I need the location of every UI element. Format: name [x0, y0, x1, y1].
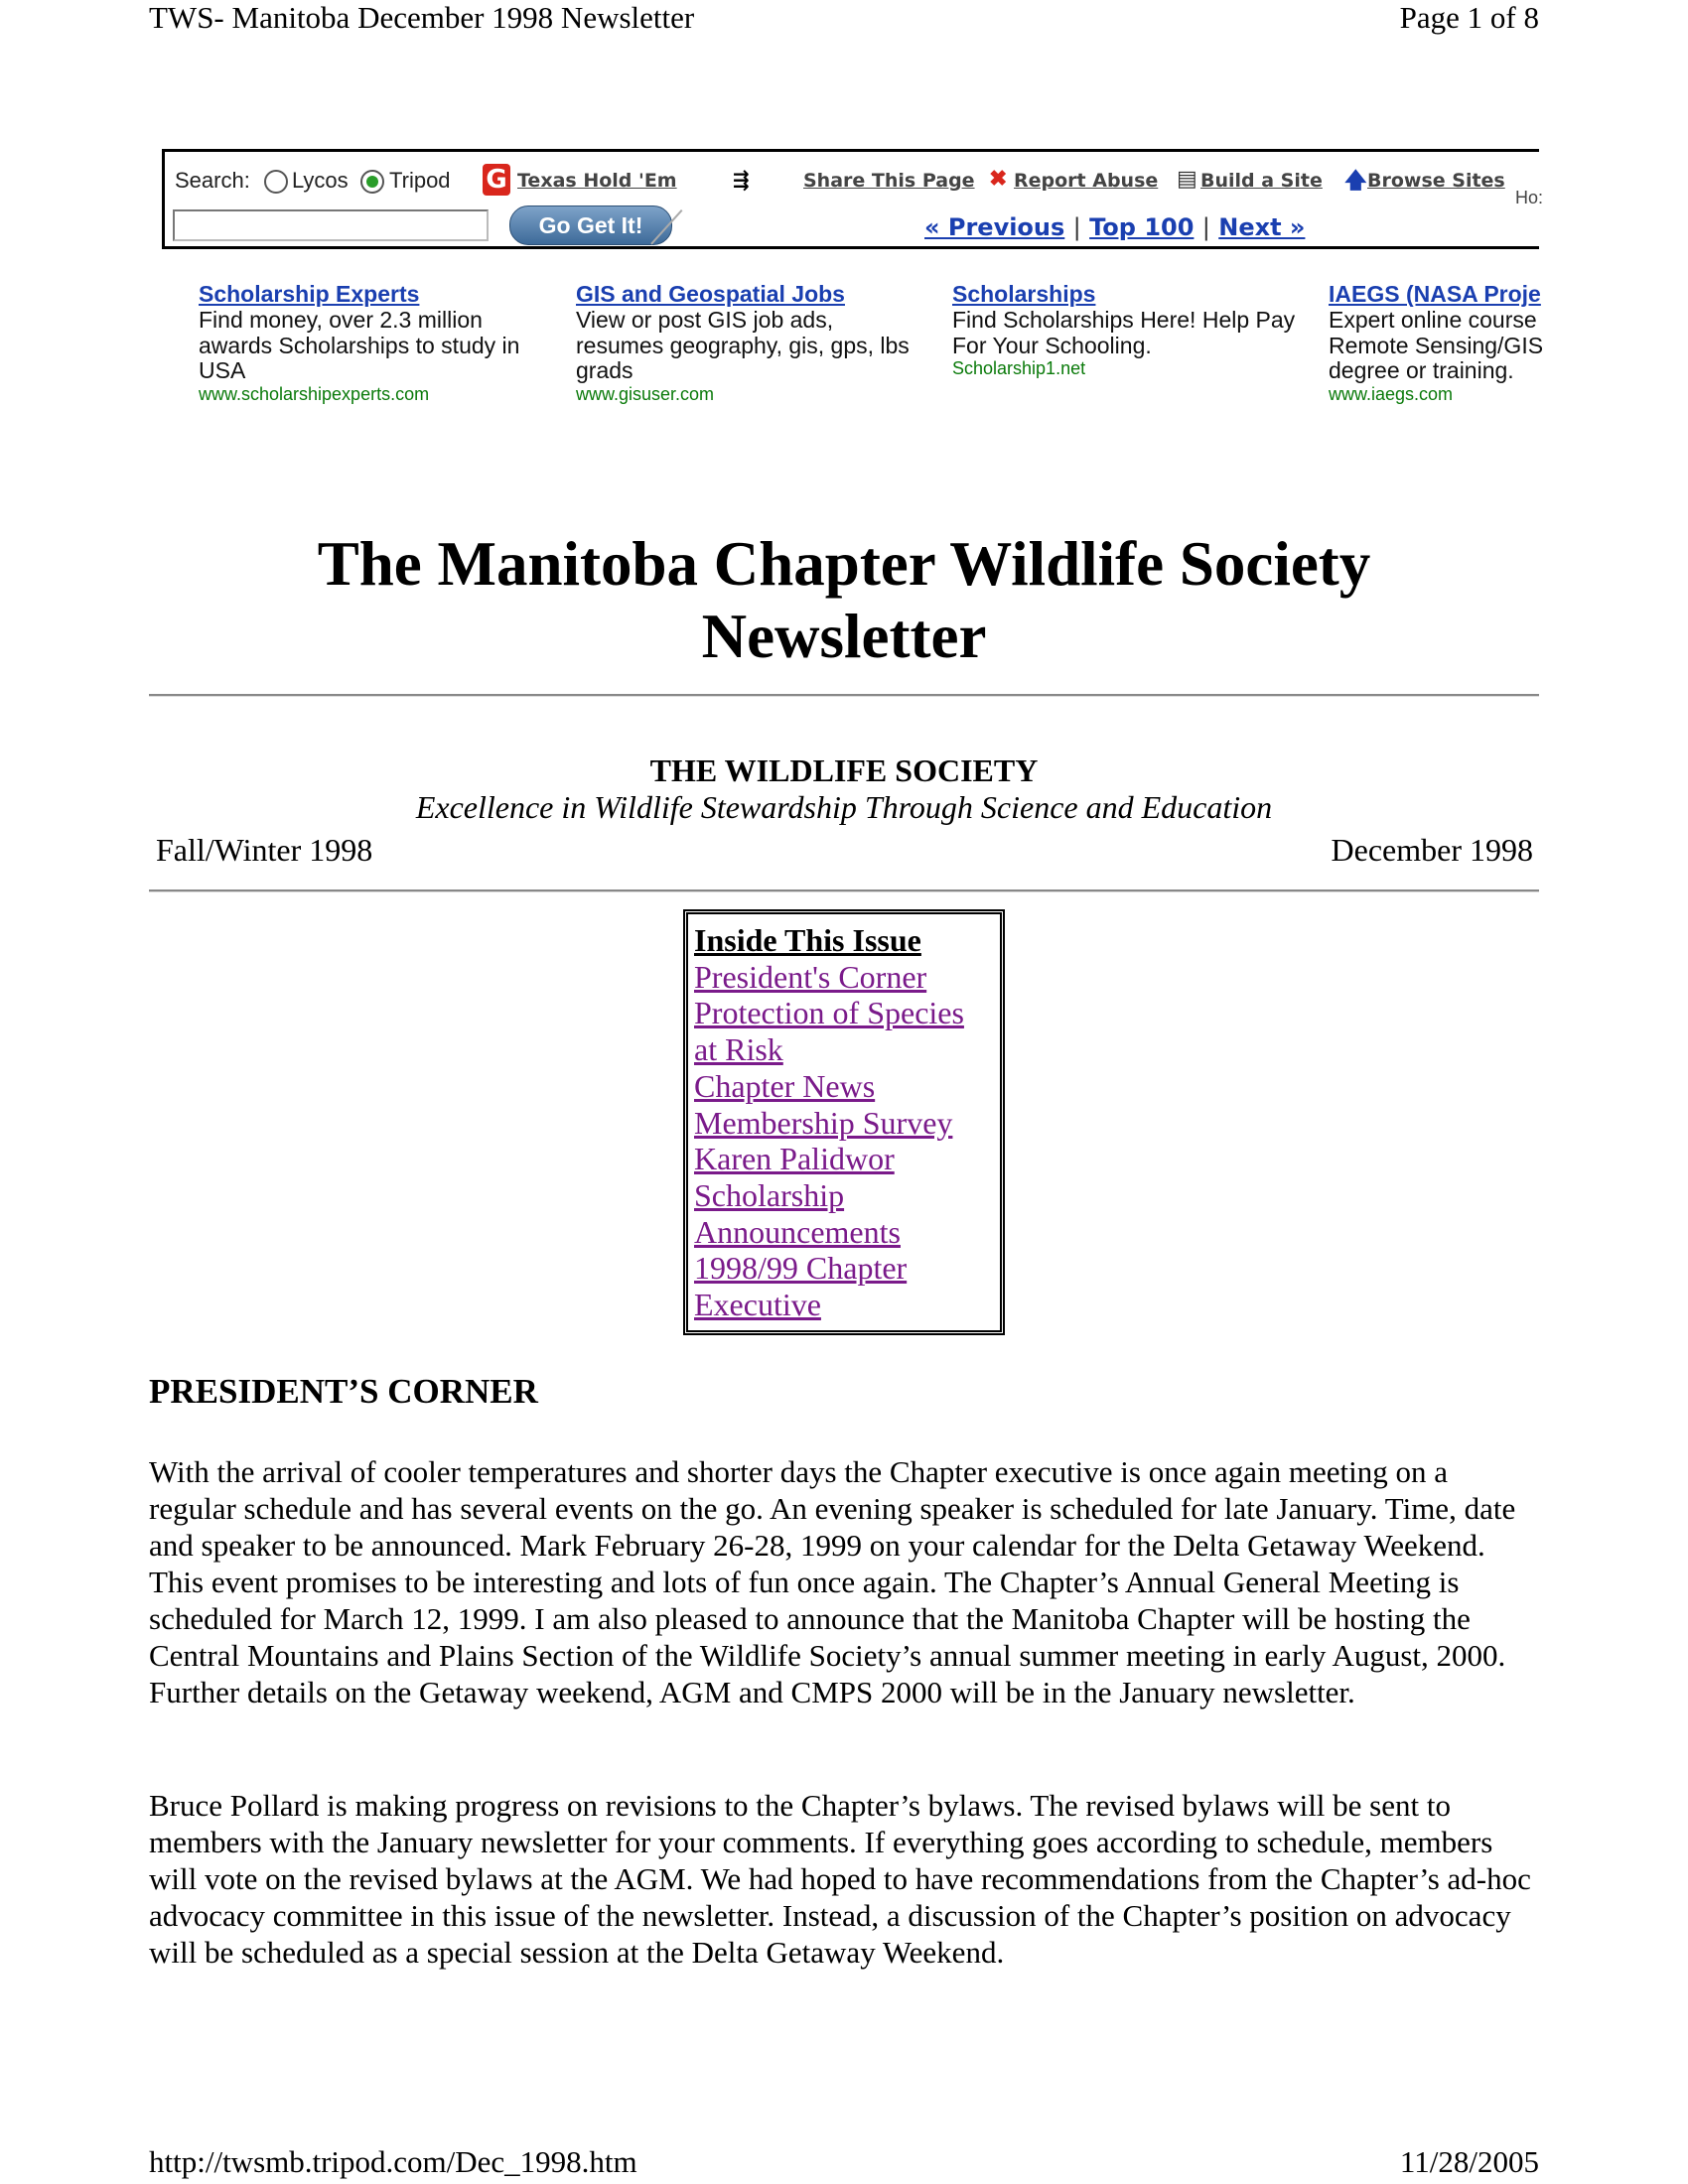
tripod-radio-label: Tripod [389, 168, 451, 193]
lycos-radio[interactable] [264, 170, 288, 194]
go-get-it-button[interactable]: Go Get It! [509, 205, 672, 245]
previous-link[interactable]: « Previous [924, 213, 1065, 241]
tripod-toolbar [162, 149, 1544, 249]
print-header-page: Page 1 of 8 [1399, 0, 1539, 35]
ad-body: Find Scholarships Here! Help Pay For Your Schooling. [952, 307, 1296, 358]
nav-separator: | [1072, 213, 1081, 241]
print-footer-date: 11/28/2005 [1399, 2144, 1539, 2179]
toc-heading: Inside This Issue [694, 922, 921, 958]
toc-link-presidents-corner[interactable]: President's Corner [694, 958, 927, 995]
motto: Excellence in Wildlife Stewardship Through Science and Education [415, 789, 1273, 825]
ad-url[interactable]: www.iaegs.com [1329, 383, 1454, 404]
ad-block [576, 281, 923, 405]
toc-link-membership-survey[interactable]: Membership Survey [694, 1104, 953, 1141]
title-line-2: Newsletter [701, 602, 987, 671]
browse-sites-link[interactable]: Browse Sites [1367, 170, 1505, 192]
ad-title-link[interactable]: GIS and Geospatial Jobs [576, 281, 845, 307]
issue-season: Fall/Winter 1998 [156, 832, 373, 868]
toc-link-executive[interactable]: 1998/99 Chapter [694, 1250, 908, 1287]
search-input[interactable] [173, 209, 489, 241]
ad-body: Find money, over 2.3 million awards Scholarships to study in USA [199, 307, 520, 383]
ad-block [952, 281, 1300, 379]
toc-link-executive[interactable]: Executive [694, 1287, 821, 1323]
report-abuse-link[interactable]: Report Abuse [1014, 170, 1159, 192]
ad-title-link[interactable]: Scholarships [952, 281, 1096, 307]
lycos-radio-label: Lycos [292, 168, 349, 193]
search-label: Search: [175, 168, 250, 193]
toc-link-scholarship[interactable]: Announcements [694, 1213, 901, 1250]
nav-separator: | [1201, 213, 1210, 241]
toc-link-chapter-news[interactable]: Chapter News [694, 1067, 876, 1104]
body-paragraph: With the arrival of cooler temperatures and shorter days the Chapter executive is once again meeting on a regular schedule and has several events on the go. An evening speaker is scheduled for late January. Time, date and speaker to be announced. Mark February 26-28, 1999 on your calendar for the Delta Getaway Weekend. This event promises to be interesting and lots of fun once again. The Chapter’s Annual General Meeting is scheduled for March 12, 1999. I am also pleased to announce that the Manitoba Chapter will be hosting the Central Mountains and Plains Section of the Wildlife Society’s annual summer meeting in early August, 2000. Further details on the Getaway weekend, AGM and CMPS 2000 will be in the January newsletter. [149, 1454, 1516, 1709]
divider [149, 889, 1539, 892]
ad-title-link[interactable]: IAEGS (NASA Proje [1329, 281, 1541, 307]
host-fragment: Ho: [1515, 188, 1544, 207]
share-page-link[interactable]: Share This Page [803, 170, 975, 192]
ad-block [1329, 281, 1544, 405]
toc-link-karen-palidwor[interactable]: Karen Palidwor [694, 1141, 895, 1177]
inside-this-issue-box [683, 909, 1005, 1335]
toc-link-scholarship[interactable]: Scholarship [694, 1176, 845, 1213]
texas-holdem-link[interactable]: Texas Hold 'Em [517, 170, 677, 192]
build-site-link[interactable]: Build a Site [1200, 170, 1323, 192]
print-header-title: TWS- Manitoba December 1998 Newsletter [149, 0, 695, 35]
up-arrow-icon: 🡅 [1344, 168, 1367, 193]
society-name: THE WILDLIFE SOCIETY [649, 752, 1039, 788]
ad-block [199, 281, 546, 405]
section-heading: PRESIDENT’S CORNER [149, 1372, 538, 1411]
next-link[interactable]: Next » [1218, 213, 1306, 241]
issue-date: December 1998 [1331, 832, 1533, 868]
tripod-radio[interactable] [360, 170, 384, 194]
page-icon: ▤ [1177, 166, 1197, 191]
top-100-link[interactable]: Top 100 [1089, 213, 1195, 241]
ad-title-link[interactable]: Scholarship Experts [199, 281, 420, 307]
divider [149, 694, 1539, 697]
ad-url[interactable]: www.gisuser.com [576, 383, 715, 404]
share-icon: ⇶ [733, 168, 750, 192]
title-line-1: The Manitoba Chapter Wildlife Society [317, 529, 1371, 599]
game-logo-icon: G [483, 164, 510, 196]
report-x-icon: ✖ [989, 166, 1008, 191]
newsletter-title [149, 528, 1539, 673]
print-footer-url: http://twsmb.tripod.com/Dec_1998.htm [149, 2144, 637, 2179]
ad-body: Expert online course Remote Sensing/GIS degree or training. [1329, 307, 1544, 383]
ad-body: View or post GIS job ads, resumes geography, gis, gps, lbs grads [576, 307, 910, 383]
ad-url[interactable]: www.scholarshipexperts.com [199, 383, 430, 404]
toc-link-species-at-risk[interactable]: at Risk [694, 1031, 783, 1068]
ad-url[interactable]: Scholarship1.net [952, 358, 1086, 378]
body-paragraph: Bruce Pollard is making progress on revisions to the Chapter’s bylaws. The revised bylaws will be sent to members with the January newsletter for your comments. If everything goes according to schedule, members will vote on the revised bylaws at the AGM. We had hoped to have recommendations from the Chapter’s ad-hoc advocacy committee in this issue of the newsletter. Instead, a discussion of the Chapter’s position on advocacy will be scheduled as a special session at the Delta Getaway Weekend. [149, 1788, 1531, 1970]
toc-link-species-at-risk[interactable]: Protection of Species [694, 995, 964, 1031]
toolbar-nav [924, 213, 1305, 241]
